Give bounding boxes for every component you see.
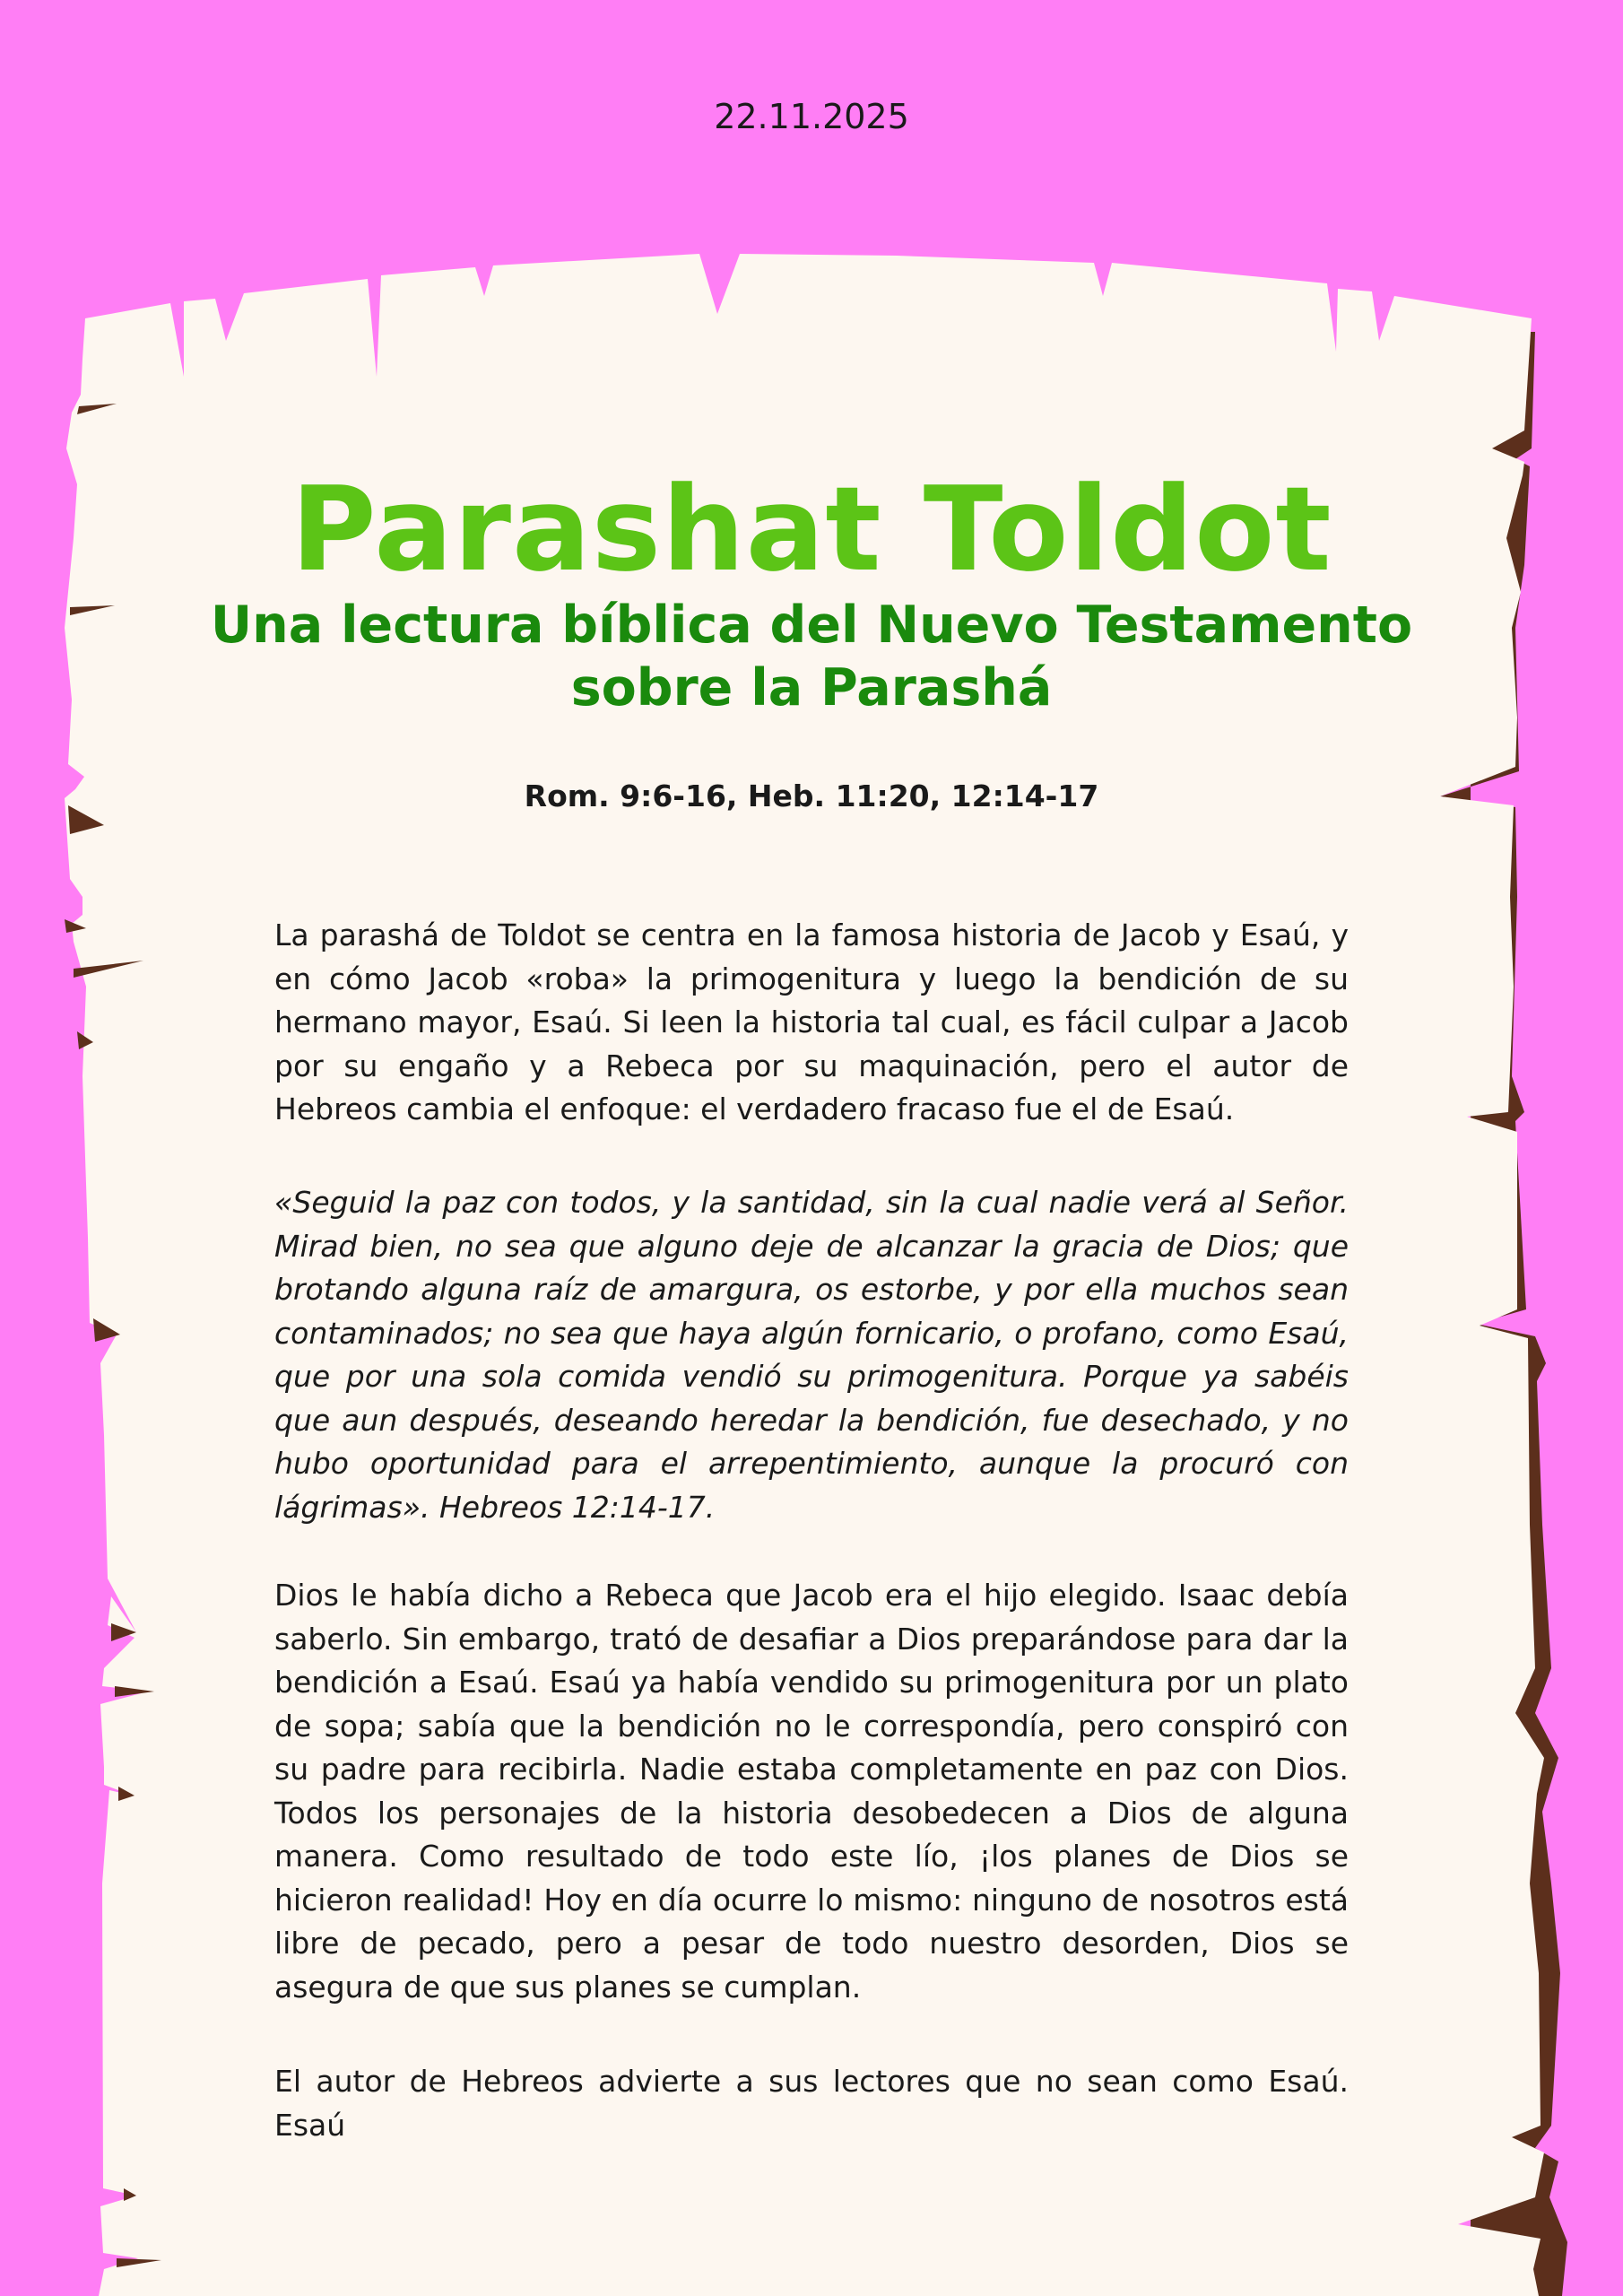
page-subtitle: Una lectura bíblica del Nuevo Testamento sobre la Parashá [210, 596, 1413, 718]
quote-hebrews: «Seguid la paz con todos, y la santidad, sin la cual nadie verá al Señor. Mirad bien, no sea que alguno deje de alcanzar la gracia de Dios; que brotando alguna raíz de amargura, os estorbe, y por ella muchos sean contaminados; no sea que haya algún fornicario, o profano, como Esaú, que por una sola comida vendió su primogenitura. Porque ya sabéis que aun después, deseando heredar la bendición, fue desechado, y no hubo oportunidad para el arrepentimiento, aunque la procuró con lágrimas». Hebreos 12:14-17. [274, 1185, 1349, 1525]
paragraph-body: Dios le había dicho a Rebeca que Jacob era el hijo elegido. Isaac debía saberlo. Sin embargo, trató de desafiar a Dios preparándose para dar la bendición a Esaú. Esaú ya había vendido su primogenitura por un plato de sopa; sabía que la bendición no le correspondía, pero conspiró con su padre para recibirla. Nadie estaba completamente en paz con Dios. Todos los personajes de la historia desobedecen a Dios de alguna manera. Como resultado de todo este lío, ¡los planes de Dios se hicieron realidad! Hoy en día ocurre lo mismo: ninguno de nosotros está libre de pecado, pero a pesar de todo nuestro desorden, Dios se asegura de que sus planes se cumplan. [274, 1578, 1349, 2005]
scripture-references: Rom. 9:6-16, Heb. 11:20, 12:14-17 [524, 778, 1099, 813]
paragraph-intro: La parashá de Toldot se centra en la famosa historia de Jacob y Esaú, y en cómo Jacob «roba» la primogenitura y luego la bendición de su hermano mayor, Esaú. Si leen la historia tal cual, es fácil culpar a Jacob por su engaño y a Rebeca por su maquinación, pero el autor de Hebreos cambia el enfoque: el verdadero fracaso fue el de Esaú. [274, 918, 1349, 1126]
page-title: Parashat Toldot [291, 461, 1332, 597]
date-label: 22.11.2025 [714, 97, 909, 136]
paragraph-continued: El autor de Hebreos advierte a sus lectores que no sean como Esaú. Esaú [274, 2064, 1349, 2143]
